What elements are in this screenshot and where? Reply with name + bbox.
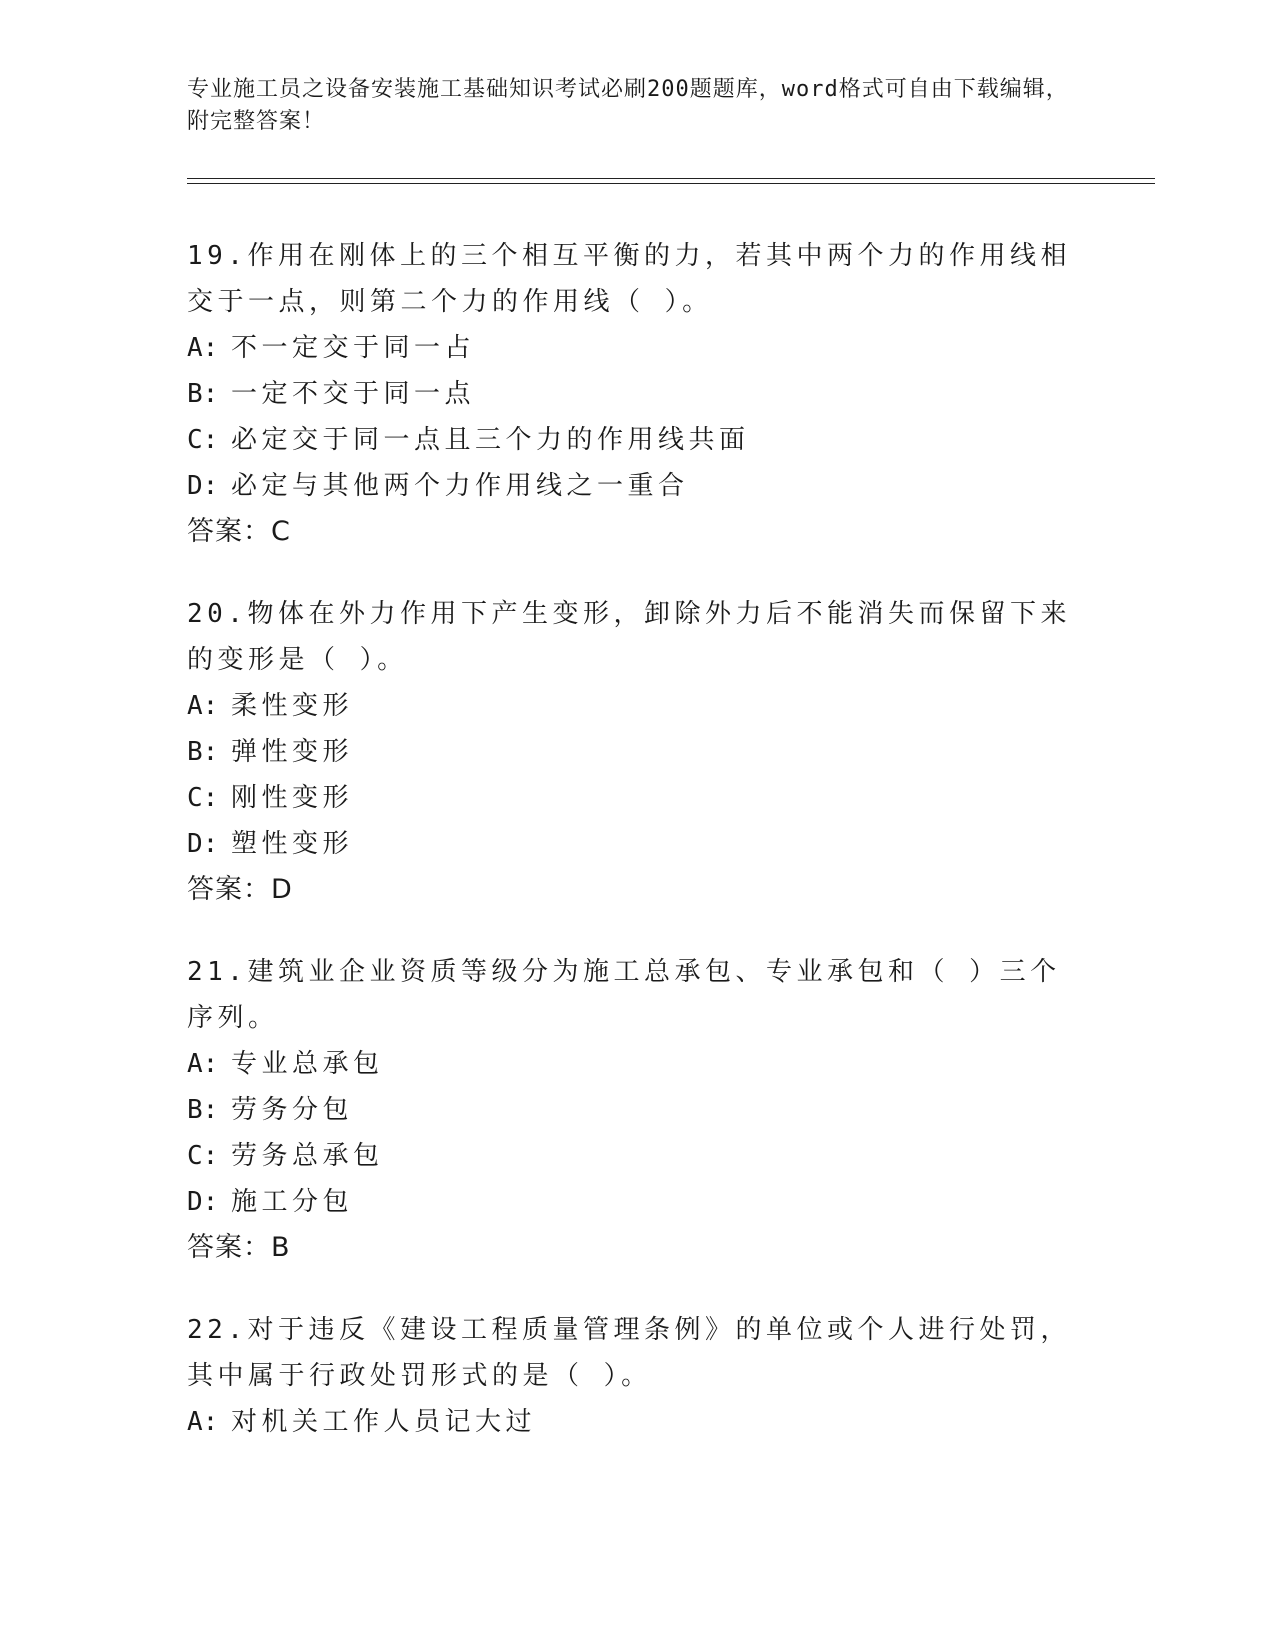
option-b <box>187 371 1087 417</box>
answer: 答案：D <box>187 874 293 905</box>
option-text: 刚性变形 <box>231 783 354 813</box>
option-text: 对机关工作人员记大过 <box>231 1407 537 1437</box>
option-letter: C: <box>187 783 219 813</box>
question-22 <box>187 1307 1087 1445</box>
answer: 答案：C <box>187 516 291 547</box>
option-text: 必定与其他两个力作用线之一重合 <box>231 471 689 501</box>
option-text: 不一定交于同一占 <box>231 333 476 363</box>
option-text: 必定交于同一点且三个力的作用线共面 <box>231 425 750 455</box>
option-b <box>187 729 1087 775</box>
option-text: 塑性变形 <box>231 829 354 859</box>
option-c <box>187 417 1087 463</box>
question-stem: 21.建筑业企业资质等级分为施工总承包、专业承包和（ ）三个序列。 <box>187 957 1061 1033</box>
option-letter: C: <box>187 1141 219 1171</box>
option-text: 专业总承包 <box>231 1049 384 1079</box>
option-text: 弹性变形 <box>231 737 354 767</box>
option-letter: A: <box>187 691 219 721</box>
option-letter: A: <box>187 1407 219 1437</box>
answer: 答案：B <box>187 1232 291 1263</box>
option-letter: B: <box>187 737 219 767</box>
option-letter: D: <box>187 471 219 501</box>
option-letter: A: <box>187 333 219 363</box>
question-20 <box>187 591 1087 913</box>
option-a <box>187 325 1087 371</box>
option-a <box>187 683 1087 729</box>
question-19 <box>187 233 1087 555</box>
option-text: 劳务分包 <box>231 1095 354 1125</box>
question-stem: 19.作用在刚体上的三个相互平衡的力，若其中两个力的作用线相交于一点，则第二个力的作用线（ ）。 <box>187 241 1071 317</box>
option-letter: B: <box>187 1095 219 1125</box>
question-stem: 22.对于违反《建设工程质量管理条例》的单位或个人进行处罚，其中属于行政处罚形式的是（ ）。 <box>187 1315 1071 1391</box>
option-letter: A: <box>187 1049 219 1079</box>
option-c <box>187 775 1087 821</box>
question-stem: 20.物体在外力作用下产生变形，卸除外力后不能消失而保留下来的变形是（ ）。 <box>187 599 1071 675</box>
option-b <box>187 1087 1087 1133</box>
header-rule-bottom <box>187 183 1155 184</box>
header-rule-top <box>187 178 1155 179</box>
document-header: 专业施工员之设备安装施工基础知识考试必刷200题题库，word格式可自由下载编辑，附完整答案！ <box>187 77 1069 134</box>
question-list <box>187 233 1087 1481</box>
option-d <box>187 463 1087 509</box>
option-letter: D: <box>187 829 219 859</box>
option-text: 施工分包 <box>231 1187 354 1217</box>
option-letter: D: <box>187 1187 219 1217</box>
option-letter: B: <box>187 379 219 409</box>
option-text: 柔性变形 <box>231 691 354 721</box>
option-a <box>187 1041 1087 1087</box>
option-a <box>187 1399 1087 1445</box>
option-text: 劳务总承包 <box>231 1141 384 1171</box>
question-21 <box>187 949 1087 1271</box>
option-d <box>187 821 1087 867</box>
option-letter: C: <box>187 425 219 455</box>
option-text: 一定不交于同一点 <box>231 379 476 409</box>
option-d <box>187 1179 1087 1225</box>
option-c <box>187 1133 1087 1179</box>
